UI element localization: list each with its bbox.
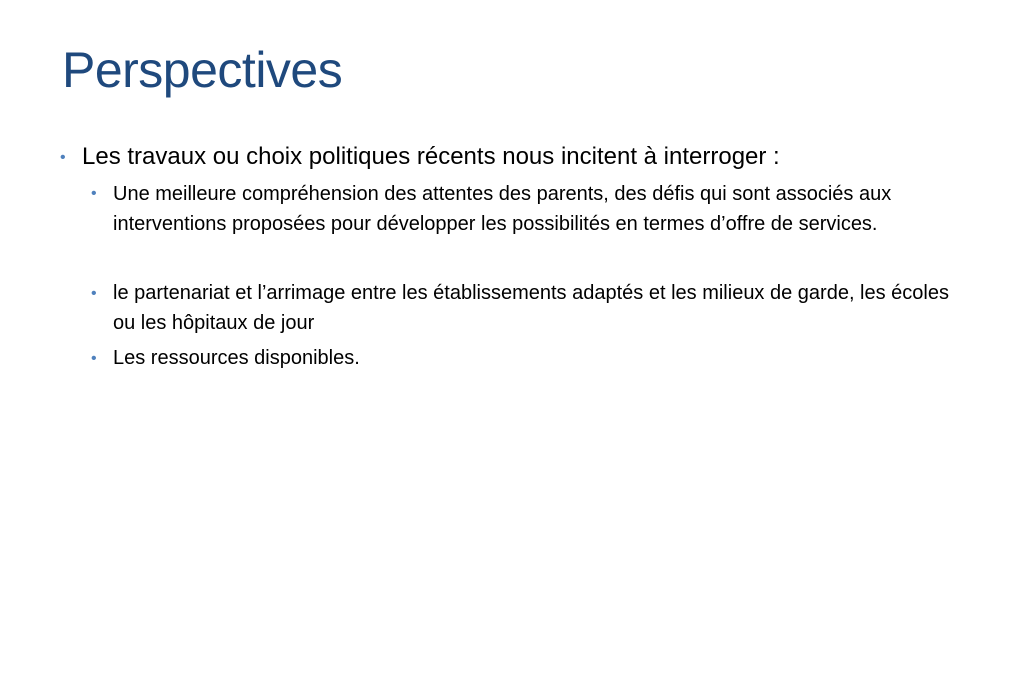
sub-bullet-text-1: Une meilleure compréhension des attentes des parents, des défis qui sont associés aux interventions proposées pour développer les possibilités en termes d’offre de services. bbox=[113, 183, 892, 235]
bullet-text-1: Les travaux ou choix politiques récents nous incitent à interroger : bbox=[82, 143, 780, 170]
sub-bullet-text-3: Les ressources disponibles. bbox=[113, 347, 360, 369]
bullet-icon: • bbox=[91, 285, 97, 302]
sub-bullet-text-2: le partenariat et l’arrimage entre les établissements adaptés et les milieux de garde, les écoles ou les hôpitaux de jour bbox=[113, 282, 949, 334]
bullet-icon: • bbox=[60, 149, 66, 166]
slide-title: Perspectives bbox=[62, 42, 343, 98]
bullet-icon: • bbox=[91, 185, 97, 202]
bullet-icon: • bbox=[91, 350, 97, 367]
